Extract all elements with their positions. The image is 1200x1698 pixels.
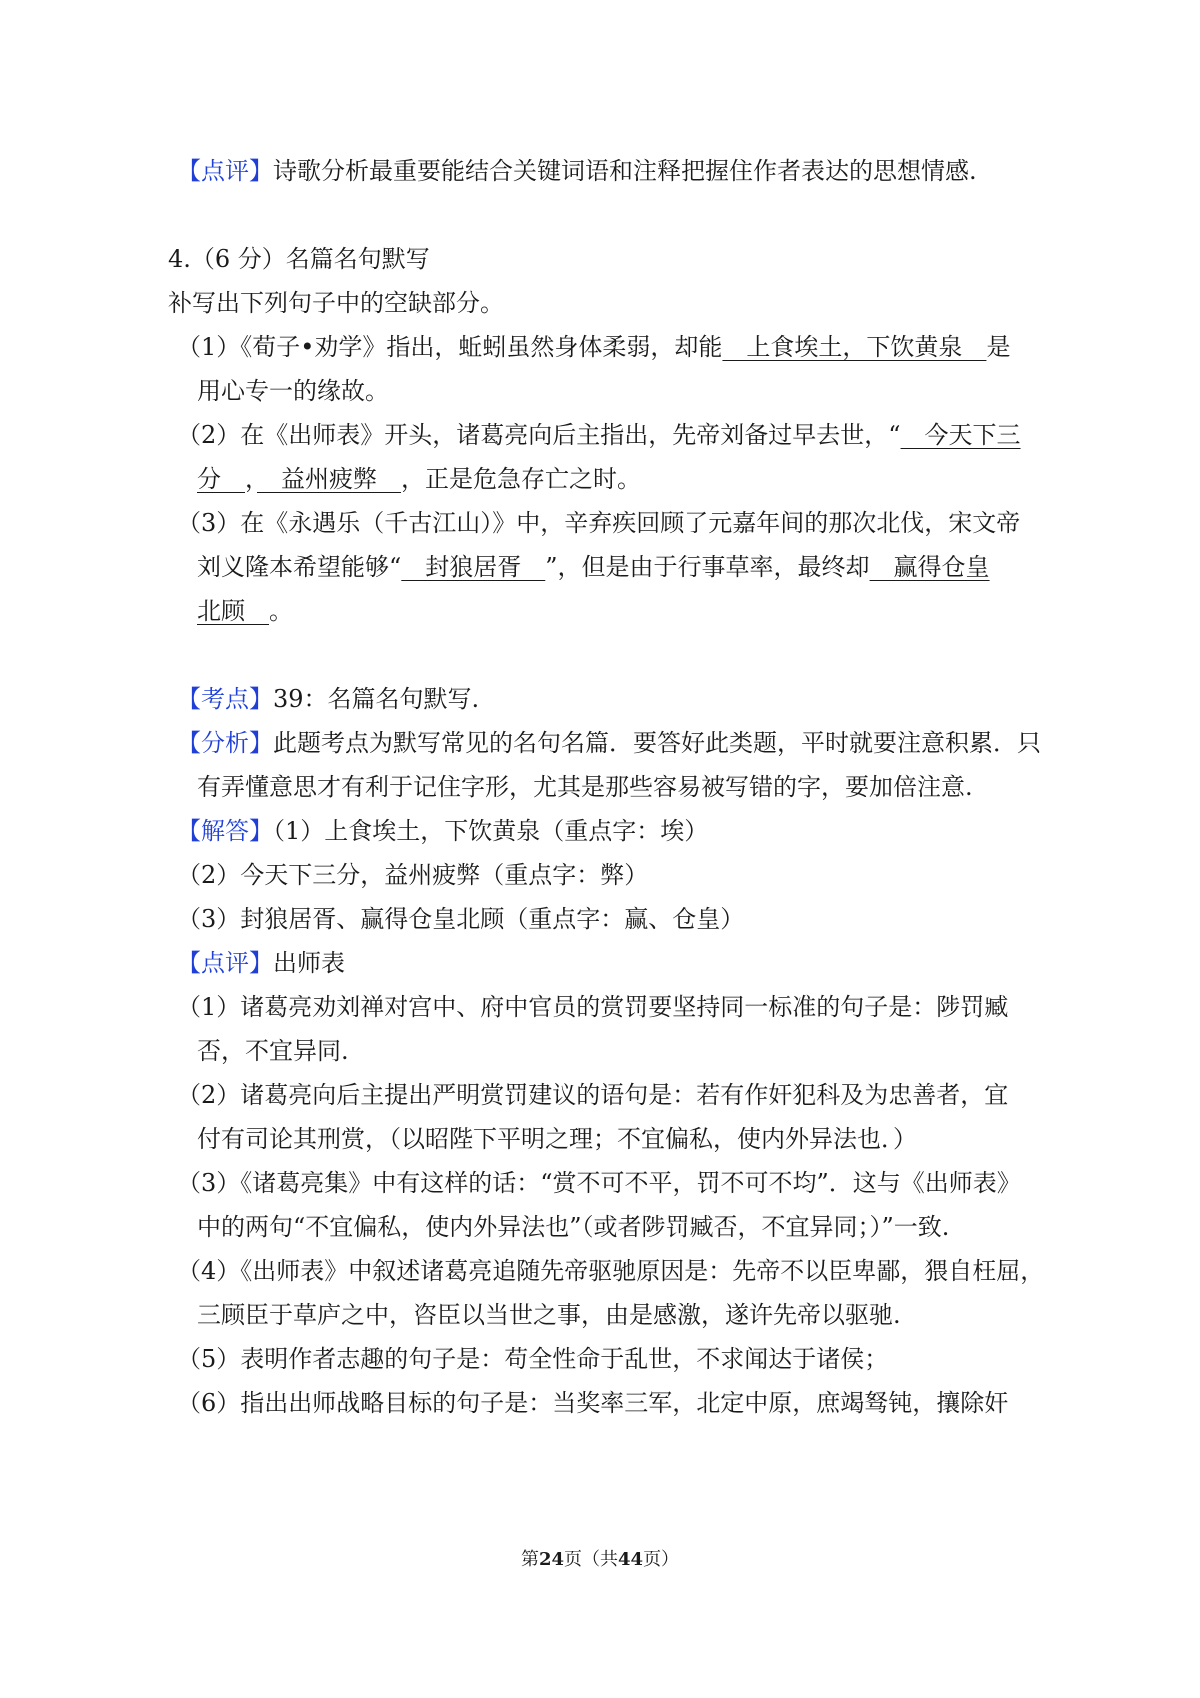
q3-line3 (197, 595, 293, 627)
q1-line2: 用心专一的缘故。 (197, 377, 389, 405)
jieda-a3: （3）封狼居胥、赢得仓皇北顾（重点字：赢、仓皇） (177, 905, 745, 933)
review-tag: 点评 (201, 157, 249, 185)
footer-mid: 页（共 (564, 1549, 618, 1570)
jieda-line1 (177, 815, 708, 847)
fenxi-text-1: 此题考点为默写常见的名句名篇．要答好此类题，平时就要注意积累．只 (273, 729, 1041, 757)
bracket-close: 】 (249, 685, 273, 713)
footer-page: 24 (538, 1549, 564, 1570)
bracket-open: 【 (177, 157, 201, 185)
q1-post: 是 (986, 333, 1011, 361)
q2-blank-b: 益州疲弊 (257, 465, 401, 493)
bracket-close: 】 (249, 729, 273, 757)
dianping-item: （6）指出出师战略目标的句子是：当奖率三军，北定中原，庶竭驽钝，攘除奸 (177, 1389, 1009, 1417)
review-line (177, 155, 977, 187)
q3-line1: （3）在《永遇乐（千古江山）》中，辛弃疾回顾了元嘉年间的那次北伐，宋文帝 (177, 509, 1021, 537)
dianping-item: 中的两句“不宜偏私，使内外异法也”（或者陟罚臧否，不宜异同；）”一致. (197, 1213, 950, 1241)
fenxi-line2: 有弄懂意思才有利于记住字形，尤其是那些容易被写错的字，要加倍注意. (197, 773, 973, 801)
footer-pre: 第 (520, 1549, 539, 1570)
footer-post: 页） (643, 1549, 680, 1570)
dianping-text: 出师表 (273, 949, 345, 977)
question-heading: 4.（6 分）名篇名句默写 (168, 245, 430, 273)
q3-line2 (197, 551, 990, 583)
question-instruction: 补写出下列句子中的空缺部分。 (168, 289, 504, 317)
bracket-close: 】 (249, 949, 273, 977)
bracket-close: 】 (249, 157, 273, 185)
dianping-tag: 点评 (201, 949, 249, 977)
bracket-close: 】 (249, 817, 273, 845)
q1-blank: 上食埃土，下饮黄泉 (722, 333, 987, 361)
q3-blank-b-cont: 北顾 (197, 597, 269, 625)
dianping-item: 三顾臣于草庐之中，咨臣以当世之事，由是感激，遂许先帝以驱驰. (197, 1301, 901, 1329)
q3-post: 。 (269, 597, 293, 625)
bracket-open: 【 (177, 817, 201, 845)
q2-sep: ， (245, 465, 257, 493)
page-footer (0, 1548, 1200, 1572)
footer-total: 44 (618, 1549, 644, 1570)
dianping-item: （1）诸葛亮劝刘禅对宫中、府中官员的赏罚要坚持同一标准的句子是：陟罚臧 (177, 993, 1009, 1021)
q2-line1 (177, 419, 1021, 451)
jieda-tag: 解答 (201, 817, 249, 845)
dianping-item: 否，不宜异同. (197, 1037, 349, 1065)
q3-pre: 刘义隆本希望能够“ (197, 553, 402, 581)
dianping-item: （2）诸葛亮向后主提出严明赏罚建议的语句是：若有作奸犯科及为忠善者，宜 (177, 1081, 1009, 1109)
q2-blank-a-cont: 分 (197, 465, 245, 493)
q3-blank-a: 封狼居胥 (401, 553, 546, 581)
bracket-open: 【 (177, 685, 201, 713)
q3-blank-b: 赢得仓皇 (869, 553, 990, 581)
kaodian-tag: 考点 (201, 685, 249, 713)
dianping-item: 付有司论其刑赏，（以昭陛下平明之理；不宜偏私，使内外异法也．） (197, 1125, 917, 1153)
kaodian-line (177, 683, 479, 715)
review-text: 诗歌分析最重要能结合关键词语和注释把握住作者表达的思想情感. (273, 157, 977, 185)
kaodian-text: 39：名篇名句默写. (273, 685, 480, 713)
q3-mid: ”，但是由于行事草率，最终却 (545, 553, 870, 581)
q2-pre: （2）在《出师表》开头，诸葛亮向后主指出，先帝刘备过早去世，“ (177, 421, 901, 449)
q2-blank-a: 今天下三 (900, 421, 1021, 449)
dianping-line (177, 947, 345, 979)
jieda-a2: （2）今天下三分，益州疲弊（重点字：弊） (177, 861, 649, 889)
dianping-item: （5）表明作者志趣的句子是：苟全性命于乱世，不求闻达于诸侯； (177, 1345, 889, 1373)
dianping-item: （4）《出师表》中叙述诸葛亮追随先帝驱驰原因是：先帝不以臣卑鄙，猥自枉屈， (177, 1257, 1045, 1285)
q2-line2 (197, 463, 641, 495)
fenxi-tag: 分析 (201, 729, 249, 757)
dianping-item: （3）《诸葛亮集》中有这样的话：“赏不可不平，罚不可不均”．这与《出师表》 (177, 1169, 1021, 1197)
bracket-open: 【 (177, 949, 201, 977)
jieda-a1: （1）上食埃土，下饮黄泉（重点字：埃） (273, 817, 709, 845)
q1-pre: （1）《荀子•劝学》指出，蚯蚓虽然身体柔弱，却能 (177, 333, 723, 361)
q2-post: ，正是危急存亡之时。 (401, 465, 641, 493)
fenxi-line1 (177, 727, 1041, 759)
q1-line1 (177, 331, 1010, 363)
bracket-open: 【 (177, 729, 201, 757)
